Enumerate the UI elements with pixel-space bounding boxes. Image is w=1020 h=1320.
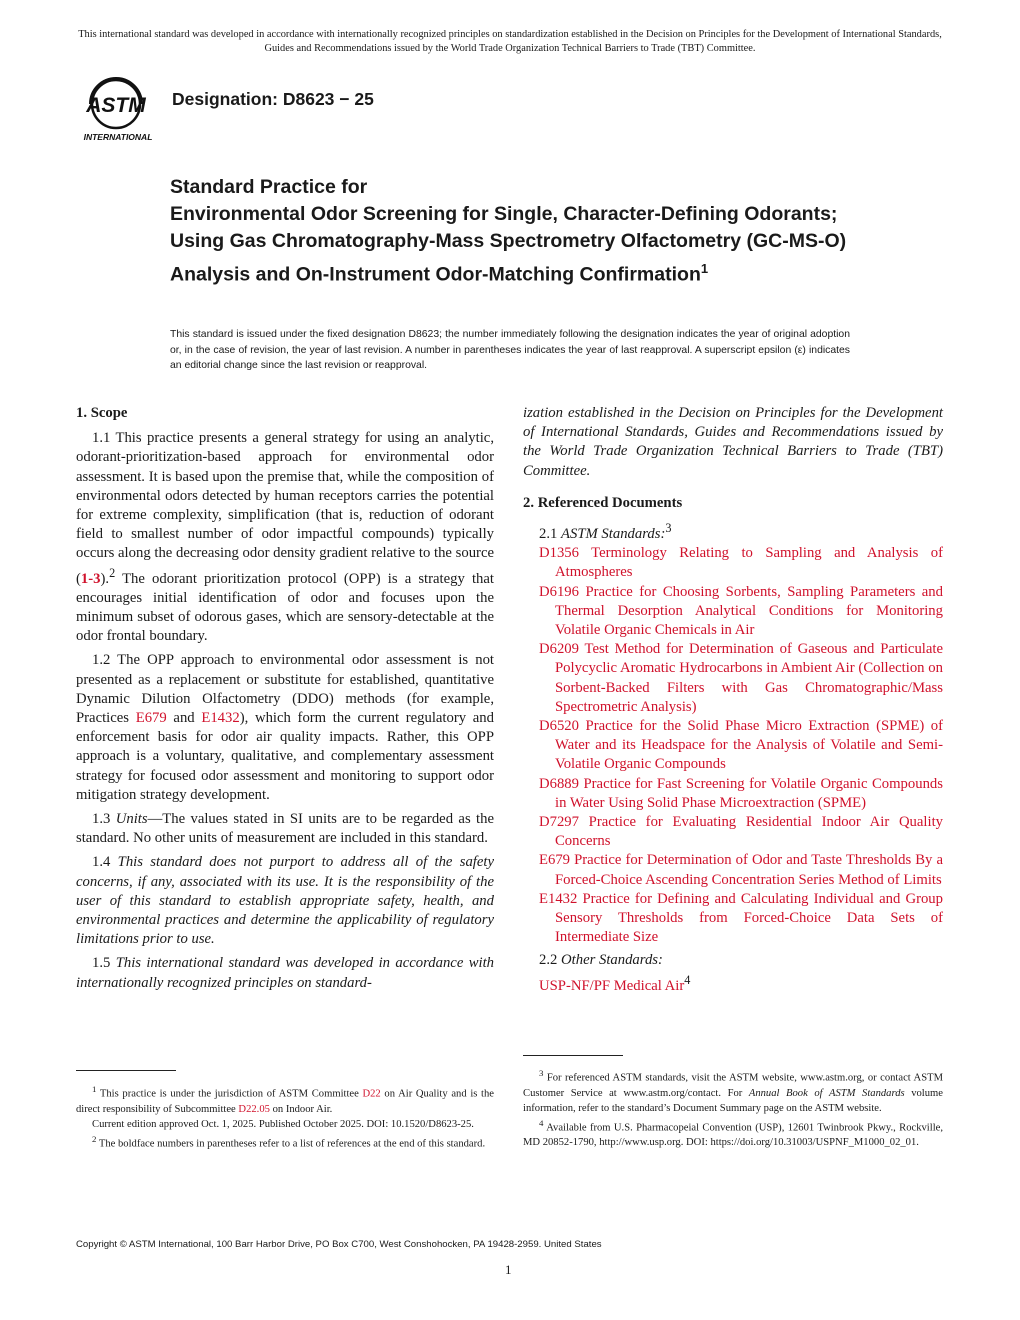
ref-code-link[interactable]: E1432 xyxy=(539,890,578,907)
title-line1: Standard Practice for xyxy=(170,176,368,198)
footnote-divider-right xyxy=(523,1055,623,1056)
ref-item: D6196 Practice for Choosing Sorbents, Sampling Parameters and Thermal Desorption Analytical Conditions for Monitoring Volatile Organic Chemicals in Air xyxy=(539,583,943,638)
ref-link-e1432[interactable]: E1432 xyxy=(201,709,240,726)
footnote-1-edition: Current edition approved Oct. 1, 2025. Published October 2025. DOI: 10.1520/D8623-25. xyxy=(92,1118,474,1130)
footnote-marker-2: 2 xyxy=(109,565,116,580)
footnotes-left xyxy=(76,1082,494,1151)
subcommittee-d2205-link[interactable]: D22.05 xyxy=(238,1103,270,1115)
footnote-marker-3: 3 xyxy=(665,521,672,536)
document-title xyxy=(170,174,850,289)
scope-1-5-continued: ization established in the Decision on Principles for the Development of International Standards, Guides and Recommendations issued by the World Trade Organization Technical Barriers to Trade (TBT) Committee. xyxy=(523,405,943,479)
other-standard xyxy=(523,971,943,996)
page-number: 1 xyxy=(505,1262,512,1277)
usp-link[interactable]: USP-NF/PF Medical Air xyxy=(539,977,685,994)
ref-code-link[interactable]: D6520 xyxy=(539,717,579,734)
astm-logo xyxy=(76,74,162,144)
designation: Designation: D8623 − 25 xyxy=(172,89,374,109)
copyright: Copyright © ASTM International, 100 Barr Harbor Drive, PO Box C700, West Conshohocken, PA 19428-2959. United States xyxy=(76,1239,602,1250)
tbt-notice: This international standard was developed in accordance with internationally recognized principles on standardization established in the Decision on Principles for the Development of International Standards, Guides and Recommendations issued by the World Trade Organization Technical Barriers to Trade (TBT) Committee. xyxy=(78,29,942,54)
ref-code-link[interactable]: D6196 xyxy=(539,583,579,600)
scope-heading: 1. Scope xyxy=(76,405,128,421)
refdocs-heading: 2. Referenced Documents xyxy=(523,494,683,511)
ref-item: E1432 Practice for Defining and Calculating Individual and Group Sensory Thresholds from Forced-Choice Data Sets of Intermediate Size xyxy=(539,890,943,946)
footnote-marker-4: 4 xyxy=(684,972,691,987)
scope-1-4: 1.4 This standard does not purport to address all of the safety concerns, if any, associated with its use. It is the responsibility of the user of this standard to establish appropriate safety, health, and environmental practices and determine the applicability of regulatory limitations prior to use. xyxy=(76,854,495,948)
scope-1-1: 1.1 This practice presents a general strategy for using an analytic, odorant-prioritization-based approach for environmental odor assessment. It is based upon the premise that, while the composition of environmental odors detected by human receptors carries the potential for extreme complexity, simplification (that is, reduction of odorant field to smallest number of odor impactful compounds) typically occurs along the decreasing odor density gradient relative to the source (1-3).$^2$ The odorant prioritization protocol (OPP) is a strategy that encourages initial identification of odor and focuses upon the minimum subset of odorous gases, which are sensory-detectable at the odor frontal boundary. xyxy=(76,430,494,645)
committee-d22-link[interactable]: D22 xyxy=(362,1088,381,1100)
ref-item: D6209 Test Method for Determination of Gaseous and Particulate Polycyclic Aromatic Hydrocarbons in Ambient Air (Collection on Sorbent-Backed Filters with Gas Chromatographic/Mass Spectrometric Analysis) xyxy=(539,641,943,715)
ref-link-1-3[interactable]: 1-3 xyxy=(80,570,101,587)
footnote-3: $^3$ For referenced ASTM standards, visit the ASTM website, www.astm.org, or contact ASTM Customer Service at www.astm.org/contact. For Annual Book of ASTM Standards volume information, refer to the standard’s Document Summary page on the ASTM website. xyxy=(523,1068,943,1114)
ref-code-link[interactable]: D6209 xyxy=(539,641,579,658)
right-column xyxy=(523,404,943,996)
ref-item: E679 Practice for Determination of Odor and Taste Thresholds By a Forced-Choice Ascending Concentration Series Method of Limits xyxy=(539,852,943,888)
refdocs-2-2: 2.2 Other Standards: xyxy=(539,952,663,969)
ref-link-e679[interactable]: E679 xyxy=(135,709,167,726)
astm-logo-sub: INTERNATIONAL xyxy=(83,132,153,142)
astm-logo-letters: ASTM xyxy=(86,94,146,117)
footnote-4: $^4$ Available from U.S. Pharmacopeial Convention (USP), 12601 Twinbrook Pkwy., Rockville, MD 20852-1790, http://www.usp.org. DOI: https://doi.org/10.31003/USPNF_M1000_02_01. xyxy=(523,1117,943,1149)
footnote-1: $^1$ This practice is under the jurisdiction of ASTM Committee D22 on Air Quality and is the direct responsibility of Subcommittee D22.05 on Indoor Air. xyxy=(76,1084,494,1115)
footnotes-right xyxy=(523,1066,943,1150)
footnote-divider-left xyxy=(76,1070,176,1071)
ref-code-link[interactable]: D6889 xyxy=(539,775,579,792)
ref-item: D7297 Practice for Evaluating Residential Indoor Air Quality Concerns xyxy=(539,813,943,850)
refdocs-2-1: 2.1 ASTM Standards:$^3$ xyxy=(539,521,672,542)
ref-item: D6520 Practice for the Solid Phase Micro Extraction (SPME) of Water and its Headspace for the Analysis of Volatile and Semi-Volatile Organic Compounds xyxy=(539,717,943,773)
scope-1-2: 1.2 The OPP approach to environmental odor assessment is not presented as a replacement or substitute for established, quantitative Dynamic Dilution Olfactometry (DDO) methods (for example, Practices E679 and E1432), which form the current regulatory and enforcement basis for odor air quality impacts. Rather, this OPP approach is a voluntary, qualitative, and complementary assessment strategy for focused odor assessment and monitoring to support odor mitigation strategy development. xyxy=(76,652,494,803)
title-main: Environmental Odor Screening for Single, Character-Defining Odorants; Using Gas Chromatography-Mass Spectrometry Olfactometry (GC-MS-O) Analysis and On-Instrument Odor-Matching Confirmation xyxy=(170,203,847,286)
ref-item: D6889 Practice for Fast Screening for Volatile Organic Compounds in Water Using Solid Phase Microextraction (SPME) xyxy=(539,775,943,811)
ref-code-link[interactable]: E679 xyxy=(539,852,571,869)
issue-note: This standard is issued under the fixed designation D8623; the number immediately following the designation indicates the year of original adoption or, in the case of revision, the year of last revision. A number in parentheses indicates the year of last reapproval. A superscript epsilon (ε) indicates an editorial change since the last revision or reapproval. xyxy=(170,329,850,371)
ref-code-link[interactable]: D7297 xyxy=(539,813,579,830)
ref-item: D1356 Terminology Relating to Sampling and Analysis of Atmospheres xyxy=(539,545,943,581)
ref-code-link[interactable]: D1356 xyxy=(539,545,579,562)
title-footnote-marker: 1 xyxy=(700,261,709,276)
footnote-2: $^2$ The boldface numbers in parentheses refer to a list of references at the end of this standard. xyxy=(92,1133,486,1150)
left-column xyxy=(76,404,494,998)
scope-1-5: 1.5 This international standard was developed in accordance with internationally recognized principles on standard- xyxy=(76,955,494,991)
scope-1-3: 1.3 Units—The values stated in SI units are to be regarded as the standard. No other units of measurement are included in this standard. xyxy=(76,810,494,847)
